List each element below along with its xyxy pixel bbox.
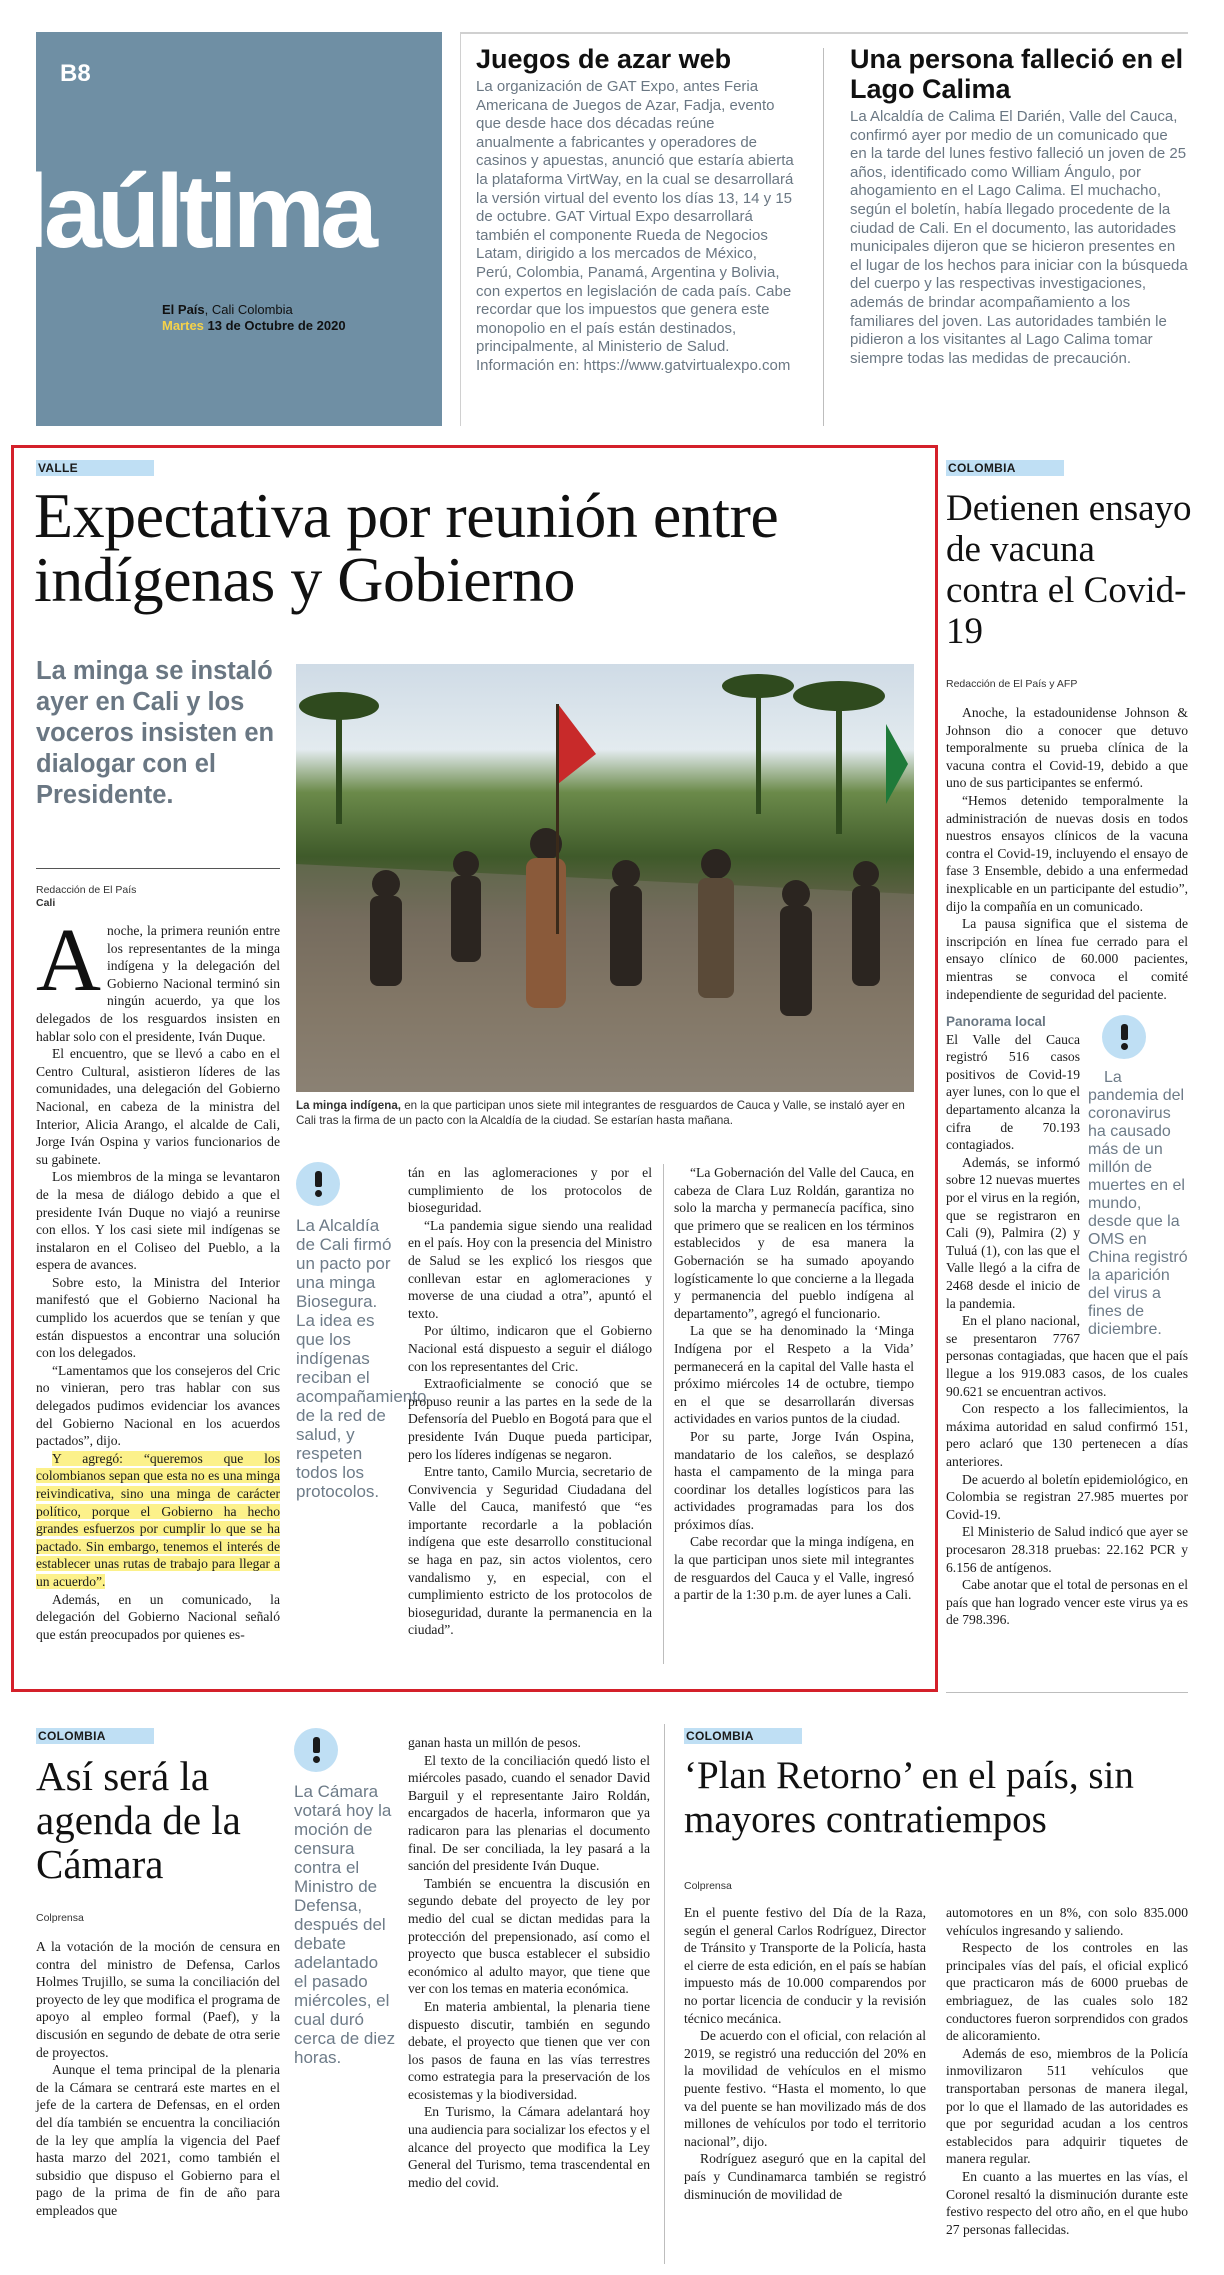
masthead-logo: laúltima	[20, 154, 373, 270]
covid-subhead: Panorama local	[946, 1014, 1046, 1030]
main-headline: Expectativa por reunión entre indígenas y Gobierno	[34, 480, 779, 615]
main-byline-author: Redacción de El País	[36, 884, 137, 896]
main-paragraph: tán en las aglomeraciones y por el cumplimiento de los protocolos de bioseguridad.	[408, 1165, 652, 1216]
covid-byline: Redacción de El País y AFP	[946, 678, 1078, 690]
retorno-headline: ‘Plan Retorno’ en el país, sin mayores contratiempos	[684, 1754, 1134, 1841]
camara-paragraph: En materia ambiental, la plenaria tiene dispuesto discutir, también en segundo debate, el proyecto que tienen que ver con los pasos de fauna en las vías terrestres como estrategia para la preservación de los ecosistemas y la biodiversidad.	[408, 1998, 650, 2102]
covid-paragraph: El Valle del Cauca registró 516 casos positivos de Covid-19 ayer lunes, con lo que el departamento alcanza la cifra de 70.193 contagiados.	[946, 1031, 1080, 1153]
main-column-4	[674, 1164, 914, 1604]
brief-calima-body: La Alcaldía de Calima El Darién, Valle del Cauca, confirmó ayer por medio de un comunicado que en la tarde del lunes festivo falleció un joven de 25 años, identificado como William Ángulo, por ahogamiento en el Lago Calima. El muchacho, según el boletín, había llegado procedente de la ciudad de Cali. En el documento, las autoridades municipales dijeron que se hicieron presentes en el lugar de los hechos para iniciar con la búsqueda del cuerpo y las respectivas investigaciones, además de brindar acompañamiento a los familiares del joven. Las autoridades también le pidieron a los visitantes al Lago Calima tomar siempre todas las medidas de precaución.	[850, 108, 1188, 367]
camara-paragraph: También se encuentra la discusión en segundo debate del proyecto de ley por medio del cual se dictan medidas para la protección del prepensionado, así como el proyecto que busca establecer el subsidio económico al adulto mayor, que tiene que ver con los temas en materia económica.	[408, 1875, 650, 1997]
main-highlight-paragraph	[36, 1450, 280, 1591]
brief-juegos-body: La organización de GAT Expo, antes Feria Americana de Juegos de Azar, Fadja, evento que desde hace dos décadas reúne anualmente a fabricantes y operadores de casinos y apuestas, anunció que estaría abierta la plataforma VirtWay, en la cual se desarrollará la versión virtual del evento los días 13, 14 y 15 de octubre. GAT Virtual Expo desarrollará también el componente Rueda de Negocios Latam, dirigido a los mercados de México, Perú, Colombia, Panamá, Argentina y Bolivia, con expertos en legislación de cada país. Cabe recordar que los impuestos que genera este monopolio en el país están destinados, principalmente, al Ministerio de Salud. Información en: https://www.gatvirtualexpo.com	[476, 78, 794, 374]
covid-paragraph: Anoche, la estadounidense Johnson & Johnson dio a conocer que detuvo temporalmente su prueba clínica de la vacuna contra el Covid-19, debido a que uno de sus participantes se enfermó.	[946, 705, 1188, 791]
main-column-1	[36, 911, 280, 1643]
weekday: Martes	[162, 318, 204, 333]
covid-paragraph: “Hemos detenido temporalmente la administración de nuevas dosis en todos nuestros ensayos clínicos de la vacuna contra el Covid-19, incluyendo el ensayo de fase 3 Ensemble, debido a una enfermedad inexplicable en un participante del estudio”, dijo la compañía en un comunicado.	[946, 792, 1188, 914]
photo-credit: FOTO: JOSÉ LUIS GUZMÁN / EL PAÍS	[926, 793, 936, 944]
date: 13 de Octubre de 2020	[203, 318, 346, 333]
main-section-tag: VALLE	[36, 460, 154, 476]
retorno-section-tag: COLOMBIA	[684, 1728, 802, 1744]
main-lead-paragraph: noche, la primera reunión entre los representantes de la minga indígena y la delegación del Gobierno Nacional terminó sin ningún acuerdo, ya que los delegados de los resguardos insisten en hablar solo con el presidente, Iván Duque.	[36, 923, 280, 1044]
covid-paragraph: Además, se informó sobre 12 nuevas muertes por el virus en la región, que se registraron en Cali (9), Palmira (2) y Tuluá (1), con las que el Valle llegó a la cifra de 2468 desde el inicio de la pandemia.	[946, 1154, 1081, 1311]
covid-column	[946, 704, 1188, 1629]
main-photo	[296, 664, 936, 1092]
retorno-column-2	[946, 1904, 1188, 2238]
paper-city: , Cali Colombia	[204, 302, 293, 317]
main-paragraph: El encuentro, que se llevó a cabo en el Centro Cultural, asistieron líderes de las comunidades, una delegación del Gobierno Nacional, en cabeza de la ministra del Interior, Alicia Arango, el alcalde de Cali, Jorge Iván Ospina y varios funcionarios de su gabinete.	[36, 1046, 280, 1167]
camara-paragraph: A la votación de la moción de censura en contra del ministro de Defensa, Carlos Holmes Trujillo, se suma la conciliación del proyecto de ley que modifica el programa de apoyo al empleo formal (Paef), y la discusión en segundo de debate de otra serie de proyectos.	[36, 1939, 280, 2060]
covid-paragraph: Con respecto a los fallecimientos, la máxima autoridad en salud confirmó 151, pero aclaró que 130 pertenecen a días anteriores.	[946, 1401, 1188, 1469]
paper-name: El País	[162, 302, 205, 317]
main-col-divider	[663, 1164, 664, 1664]
camara-quote-text: La Cámara votará hoy la moción de censura contra el Ministro de Defensa, después del debate adelantado el pasado miércoles, el cual duró cerca de diez horas.	[294, 1782, 396, 2067]
brief-juegos	[476, 44, 796, 376]
covid-pull-quote	[1088, 1013, 1188, 1339]
camara-paragraph: Aunque el tema principal de la plenaria de la Cámara se centrará este martes en el jefe de la cartera de Defensas, en el orden del día también se encuentra la conciliación de la ley que amplía la vigencia del Paef hasta marzo del 2021, como también el subsidio que dispuso el Gobierno para el pago de la prima de fin de año para empleados que	[36, 2062, 280, 2218]
camara-paragraph: En Turismo, la Cámara adelantará hoy una audiencia para socializar los efectos y el alcance del proyecto que modifica la Ley General del Turismo, tema trascendental en medio del covid.	[408, 2104, 650, 2190]
main-column-3	[408, 1164, 652, 1639]
main-paragraph: La que se ha denominado la ‘Minga Indígena por el Respeto a la Vida’ permanecerá en la capital del Valle hasta el próximo miércoles 14 de octubre, tiempo en el que se desarrollarán diversas actividades en varios puntos de la ciudad.	[674, 1323, 914, 1427]
main-paragraph: Sobre esto, la Ministra del Interior manifestó que el Gobierno Nacional ha cumplido los acuerdos que se tenían y que están dispuestos a encontrar una solución con los delegados.	[36, 1274, 280, 1361]
covid-paragraph: En el plano nacional, se presentaron 7767 personas contagiadas, que hacen que el país llegue a los 919.083 casos, de los cuales 90.621 se encuentran activos.	[946, 1313, 1188, 1399]
camara-section-tag: COLOMBIA	[36, 1728, 154, 1744]
camara-column-1	[36, 1938, 280, 2220]
retorno-paragraph: En el puente festivo del Día de la Raza, según el general Carlos Rodríguez, Director de Tránsito y Transporte de la Policía, hasta el cierre de esta edición, en el país se habían impuesto más de 10.000 comparendos por no portar licencia de conducir y la revisión técnico mecánica.	[684, 1905, 926, 2026]
dropcap: A	[36, 911, 101, 1010]
photo-crowd-illustration	[296, 664, 914, 1092]
covid-paragraph: La pausa significa que el sistema de inscripción en línea fue cerrado para el ensayo clínico de 60.000 pacientes, mientras se convoca el comité independiente de seguridad del paciente.	[946, 916, 1188, 1002]
caption-lead: La minga indígena,	[296, 1099, 402, 1112]
subhead-rule	[36, 868, 280, 869]
top-frame-left	[460, 32, 461, 426]
retorno-paragraph: De acuerdo con el oficial, con relación al 2019, se registró una reducción del 20% en la movilidad de vehículos en el mismo puente festivo. “Hasta el momento, lo que va del puente se han movilizado más de dos millones de vehículos por todo el territorio nacional”, dijo.	[684, 2028, 926, 2149]
brief-divider	[823, 48, 824, 426]
retorno-column-1	[684, 1904, 926, 2203]
main-paragraph: Extraoficialmente se conoció que se propuso reunir a las partes en la sede de la Defensoría del Pueblo en Bogotá para que el presidente Iván Duque pueda participar, pero los líderes indígenas se negaron.	[408, 1376, 652, 1462]
retorno-paragraph: Respecto de los controles en las principales vías del país, el oficial explicó que practicaron más de 6000 pruebas de embriaguez, de las cuales solo 182 conductores fueron sorprendidos con grados de alicoramiento.	[946, 1940, 1188, 2044]
camara-headline: Así será la agenda de la Cámara	[36, 1753, 241, 1887]
retorno-paragraph: Rodríguez aseguró que en la capital del país y Cundinamarca también se registró disminución de movilidad de	[684, 2151, 926, 2202]
covid-paragraph: De acuerdo al boletín epidemiológico, en Colombia se registran 27.985 muertes por Covid-19.	[946, 1471, 1188, 1522]
main-byline	[36, 884, 136, 910]
main-paragraph: Entre tanto, Camilo Murcia, secretario de Convivencia y Seguridad Ciudadana del Valle del Cauca, manifestó que “es importante recordarle a la población indígena que este desarrollo constitucional se haga en paz, sin actos violentos, cero vandalismo y, en especial, con el cumplimiento estricto de los protocolos de bioseguridad, durante la permanencia en la ciudad”.	[408, 1464, 652, 1638]
main-paragraph: Por su parte, Jorge Iván Ospina, mandatario de los caleños, se desplazó hasta el campamento de la minga para coordinar los detalles logísticos para las actividades programadas para los dos próximos días.	[674, 1428, 914, 1532]
camara-column-3	[408, 1734, 650, 2191]
page-number: B8	[60, 60, 91, 87]
bottom-section-rule	[946, 1692, 1188, 1693]
photo-caption	[296, 1098, 914, 1128]
brief-juegos-headline: Juegos de azar web	[476, 44, 732, 74]
bottom-col-divider	[664, 1724, 665, 2264]
main-paragraph: Además, en un comunicado, la delegación del Gobierno Nacional señaló que están preocupados por quienes es-	[36, 1591, 280, 1642]
main-paragraph: Los miembros de la minga se levantaron de la mesa de diálogo debido a que el presidente Iván Duque no viajó a reunirse con ellos. Y los casi siete mil indígenas se instalaron en el Coliseo del Pueblo, a la espera de avances.	[36, 1169, 280, 1273]
covid-section-tag: COLOMBIA	[946, 460, 1064, 476]
alert-icon	[296, 1162, 340, 1206]
alert-icon	[294, 1728, 338, 1772]
retorno-byline: Colprensa	[684, 1880, 732, 1892]
masthead	[20, 32, 442, 426]
camara-paragraph: El texto de la conciliación quedó listo el miércoles pasado, cuando el senador David Barguil y el representante Jairo Roldán, encargados de hacerla, informaron que ya radicaron para las plenarias el documento final. De ser conciliada, la ley pasará a la sanción del presidente Iván Duque.	[408, 1752, 650, 1874]
pull-quote-text: La Alcaldía de Cali firmó un pacto por una minga Biosegura. La idea es que los indígenas reciban el acompañamiento de la red de salud, y respeten todos los protocolos.	[296, 1216, 427, 1501]
covid-local-block	[946, 1013, 1188, 1339]
camara-paragraph: ganan hasta un millón de pesos.	[408, 1735, 581, 1750]
alert-icon	[1102, 1015, 1146, 1059]
covid-headline: Detienen ensayo de vacuna contra el Covid-19	[946, 488, 1192, 652]
retorno-paragraph: En cuanto a las muertes en las vías, el Coronel resaltó la disminución durante este festivo respecto del otro año, en el que hubo 27 personas fallecidas.	[946, 2168, 1188, 2237]
highlighted-quote: Y agregó: “queremos que los colombianos sepan que esta no es una minga reivindicativa, sino una minga de carácter político, porque el Gobierno ha hecho grandes esfuerzos por cumplir lo que se ha pactado. Sin embargo, tenemos el interés de establecer unas rutas de trabajo para llegar a un acuerdo”.	[36, 1450, 280, 1589]
main-paragraph: “Lamentamos que los consejeros del Cric no vinieran, pero tras hablar con sus delegados pudimos evidenciar los avances del Gobierno Nacional en los acuerdos pactados”, dijo.	[36, 1362, 280, 1449]
covid-quote-text: La pandemia del coronavirus ha causado más de un millón de muertes en el mundo, desde que la OMS en China registró la aparición del virus a fines de diciembre.	[1088, 1069, 1188, 1339]
main-byline-location: Cali	[36, 897, 56, 909]
main-paragraph: Cabe recordar que la minga indígena, en la que participan unos siete mil integrantes de resguardos del Cauca y el Valle, ingresó a partir de la 1:30 p.m. de ayer lunes a Cali.	[674, 1534, 914, 1603]
top-frame-border	[460, 32, 1188, 34]
covid-paragraph: El Ministerio de Salud indicó que ayer se procesaron 28.318 pruebas: 22.162 PCR y 6.156 de antígenos.	[946, 1524, 1188, 1575]
covid-paragraph: Cabe anotar que el total de personas en el país que han logrado vencer este virus ya es de 798.396.	[946, 1577, 1188, 1628]
brief-calima	[850, 44, 1188, 368]
brief-calima-headline: Una persona falleció en el Lago Calima	[850, 44, 1184, 104]
masthead-edition	[162, 302, 346, 334]
main-pull-quote	[296, 1162, 427, 1501]
main-paragraph: Por último, indicaron que el Gobierno Nacional está dispuesto a seguir el diálogo con los representantes del Cric.	[408, 1323, 652, 1374]
main-paragraph: “La pandemia sigue siendo una realidad en el país. Hoy con la presencia del Ministro de Salud se les explicó los riesgos que conllevan estar en aglomeraciones y moverse de una ciudad a otra”, apuntó el texto.	[408, 1217, 652, 1321]
camara-byline: Colprensa	[36, 1912, 84, 1924]
caption-text: en la que participan unos siete mil integrantes de resguardos de Cauca y Valle, se instaló ayer en Cali tras la firma de un pacto con la Alcaldía de la ciudad. Se estarían hasta mañana.	[296, 1099, 905, 1127]
retorno-paragraph: Además de eso, miembros de la Policía inmovilizaron 511 vehículos que transportaban personas de manera ilegal, por lo que el llamado de las autoridades es que por seguridad acudan a los centros establecidos para adquirir tiquetes de manera regular.	[946, 2045, 1188, 2167]
retorno-paragraph: automotores en un 8%, con solo 835.000 vehículos ingresando y saliendo.	[946, 1905, 1188, 1938]
main-subhead: La minga se instaló ayer en Cali y los voceros insisten en dialogar con el Presidente.	[36, 657, 275, 809]
camara-pull-quote	[294, 1728, 396, 2067]
main-paragraph: “La Gobernación del Valle del Cauca, en cabeza de Clara Luz Roldán, garantiza no solo la marcha y permanecía pacífica, sino que primero que se realicen en los términos establecidos y de esa manera la Gobernación se ha sumado apoyando logísticamente lo que concierne a la llegada y permanencia del pueblo indígena al departamento”, agregó el funcionario.	[674, 1165, 914, 1321]
